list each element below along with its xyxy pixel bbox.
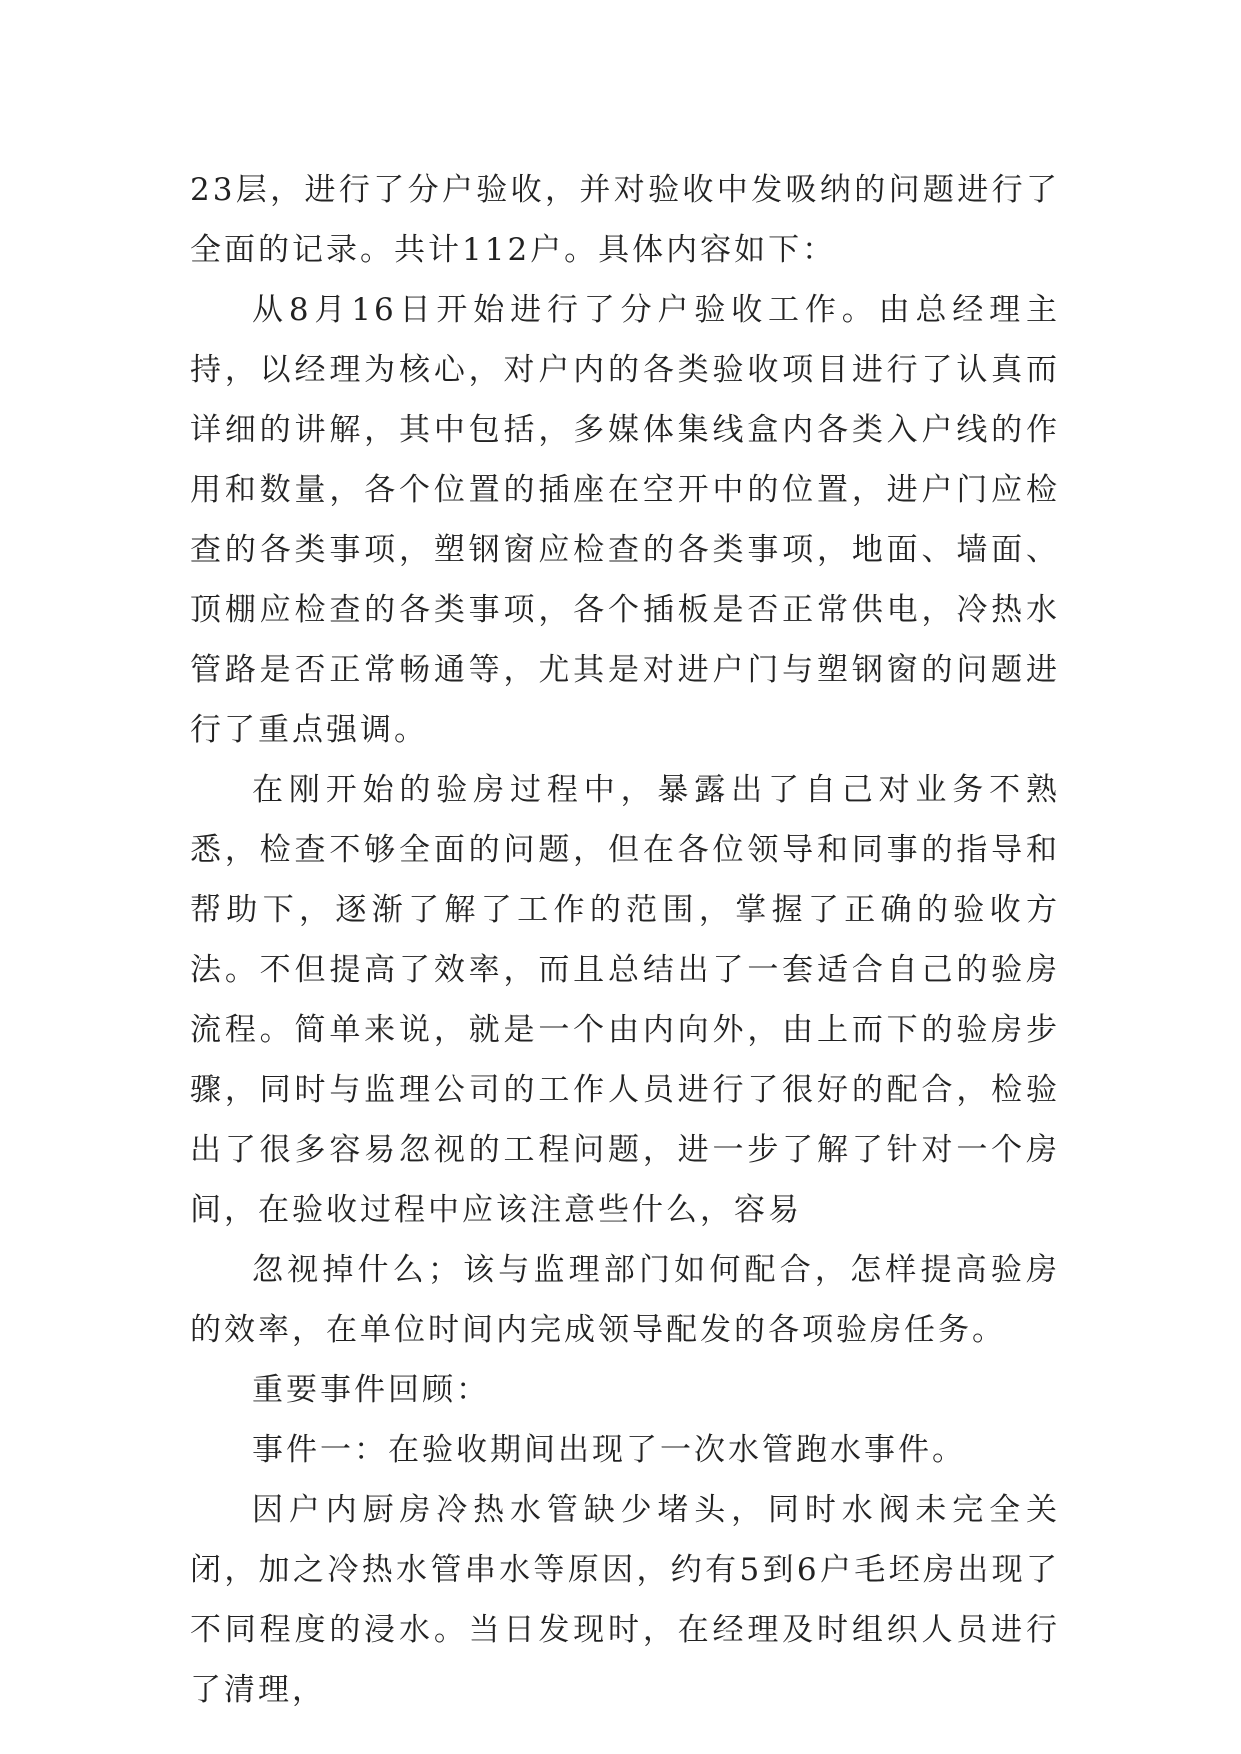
paragraph-3: 在刚开始的验房过程中，暴露出了自己对业务不熟悉，检查不够全面的问题，但在各位领导和同事的指导和帮助下，逐渐了解了工作的范围，掌握了正确的验收方法。不但提高了效率，而且总结出了一套适合自己的验房流程。简单来说，就是一个由内向外，由上而下的验房步骤，同时与监理公司的工作人员进行了很好的配合，检验出了很多容易忽视的工程问题，进一步了解了针对一个房间，在验收过程中应该注意些什么，容易: [190, 772, 1060, 1228]
body-text: [190, 160, 1060, 1720]
paragraph-7: 因户内厨房冷热水管缺少堵头，同时水阀未完全关闭，加之冷热水管串水等原因，约有5到6户毛坯房出现了不同程度的浸水。当日发现时，在经理及时组织人员进行了清理，: [190, 1492, 1060, 1708]
event-title: 事件一：在验收期间出现了一次水管跑水事件。: [252, 1432, 966, 1468]
paragraph-4: 忽视掉什么；该与监理部门如何配合，怎样提高验房的效率，在单位时间内完成领导配发的各项验房任务。: [190, 1252, 1060, 1348]
paragraph-2: 从8月16日开始进行了分户验收工作。由总经理主持，以经理为核心，对户内的各类验收项目进行了认真而详细的讲解，其中包括，多媒体集线盒内各类入户线的作用和数量，各个位置的插座在空开中的位置，进户门应检查的各类事项，塑钢窗应检查的各类事项，地面、墙面、顶棚应检查的各类事项，各个插板是否正常供电，冷热水管路是否正常畅通等，尤其是对进户门与塑钢窗的问题进行了重点强调。: [190, 292, 1060, 748]
paragraph-1: 23层，进行了分户验收，并对验收中发吸纳的问题进行了全面的记录。共计112户。具体内容如下：: [190, 172, 1060, 268]
section-heading: 重要事件回顾：: [252, 1372, 490, 1408]
